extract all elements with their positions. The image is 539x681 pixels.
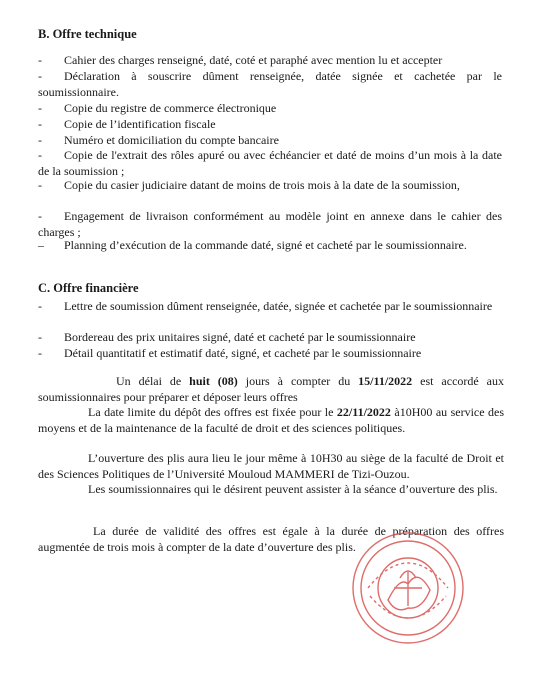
section-title-technical: B. Offre technique [38,27,137,41]
financial-item [38,346,502,362]
technical-item [38,53,502,69]
section-title-financial: C. Offre financière [38,281,139,295]
list-dash: - [38,117,42,131]
list-dash: - [38,330,42,344]
list-item-text: Bordereau des prix unitaires signé, daté et cacheté par le soumissionnaire [64,330,416,344]
technical-item [38,148,502,179]
list-dash: - [38,178,42,192]
technical-item [38,117,502,133]
paragraph-deadline: La date limite du dépôt des offres est fixée pour le 22/11/2022 à10H00 au service des moyens et de la maintenance de la faculté de droit et des sciences politiques. [38,405,505,435]
technical-item [38,238,502,254]
list-item-text: Détail quantitatif et estimatif daté, signé, et cacheté par le soumissionnaire [64,346,422,360]
official-seal-icon [348,528,468,648]
paragraph-attendance: Les soumissionnaires qui le désirent peuvent assister à la séance d’ouverture des plis. [88,482,498,496]
list-item-text: Copie de l'extrait des rôles apuré ou avec échéancier et daté de moins d’un mois à la date de la soumission ; [38,148,502,178]
paragraph-delay: Un délai de huit (08) jours à compter du 15/11/2022 est accordé aux soumissionnaires pour préparer et déposer leurs offres [38,374,504,404]
list-dash: - [38,148,42,162]
list-item-text: Lettre de soumission dûment renseignée, datée, signée et cachetée par le soumissionnaire [64,299,493,313]
list-item-text: Copie du registre de commerce électronique [64,101,277,115]
list-dash: - [38,133,42,147]
list-item-text: Numéro et domiciliation du compte bancaire [64,133,279,147]
list-dash: - [38,346,42,360]
list-dash: - [38,53,42,67]
list-dash: - [38,101,42,115]
paragraph-opening: L’ouverture des plis aura lieu le jour même à 10H30 au siège de la faculté de Droit et des Sciences Politiques de l’Université Mouloud MAMMERI de Tizi-Ouzou. [38,451,504,481]
paragraph-validity: La durée de validité des offres est égale à la durée de préparation des offres augmentée de trois mois à compter de la date d’ouverture des plis. [38,524,504,554]
financial-item [38,330,502,346]
list-dash: - [38,299,42,313]
technical-item [38,209,502,240]
list-dash: – [38,238,44,252]
list-item-text: Planning d’exécution de la commande daté, signé et cacheté par le soumissionnaire. [64,238,467,252]
delay-days: huit (08) [189,374,238,388]
list-item-text: Déclaration à souscrire dûment renseignée, datée signée et cachetée par le soumissionnaire. [38,69,502,99]
technical-item [38,69,502,100]
list-dash: - [38,69,42,83]
technical-item [38,178,502,194]
deadline-date: 22/11/2022 [336,405,391,419]
list-item-text: Copie de l’identification fiscale [64,117,216,131]
list-item-text: Engagement de livraison conformément au modèle joint en annexe dans le cahier des charges ; [38,209,502,239]
technical-item [38,101,502,117]
technical-item [38,133,502,149]
delay-start-date: 15/11/2022 [358,374,413,388]
list-item-text: Cahier des charges renseigné, daté, coté et paraphé avec mention lu et accepter [64,53,443,67]
list-item-text: Copie du casier judiciaire datant de moins de trois mois à la date de la soumission, [64,178,460,192]
financial-item [38,299,502,315]
list-dash: - [38,209,42,223]
